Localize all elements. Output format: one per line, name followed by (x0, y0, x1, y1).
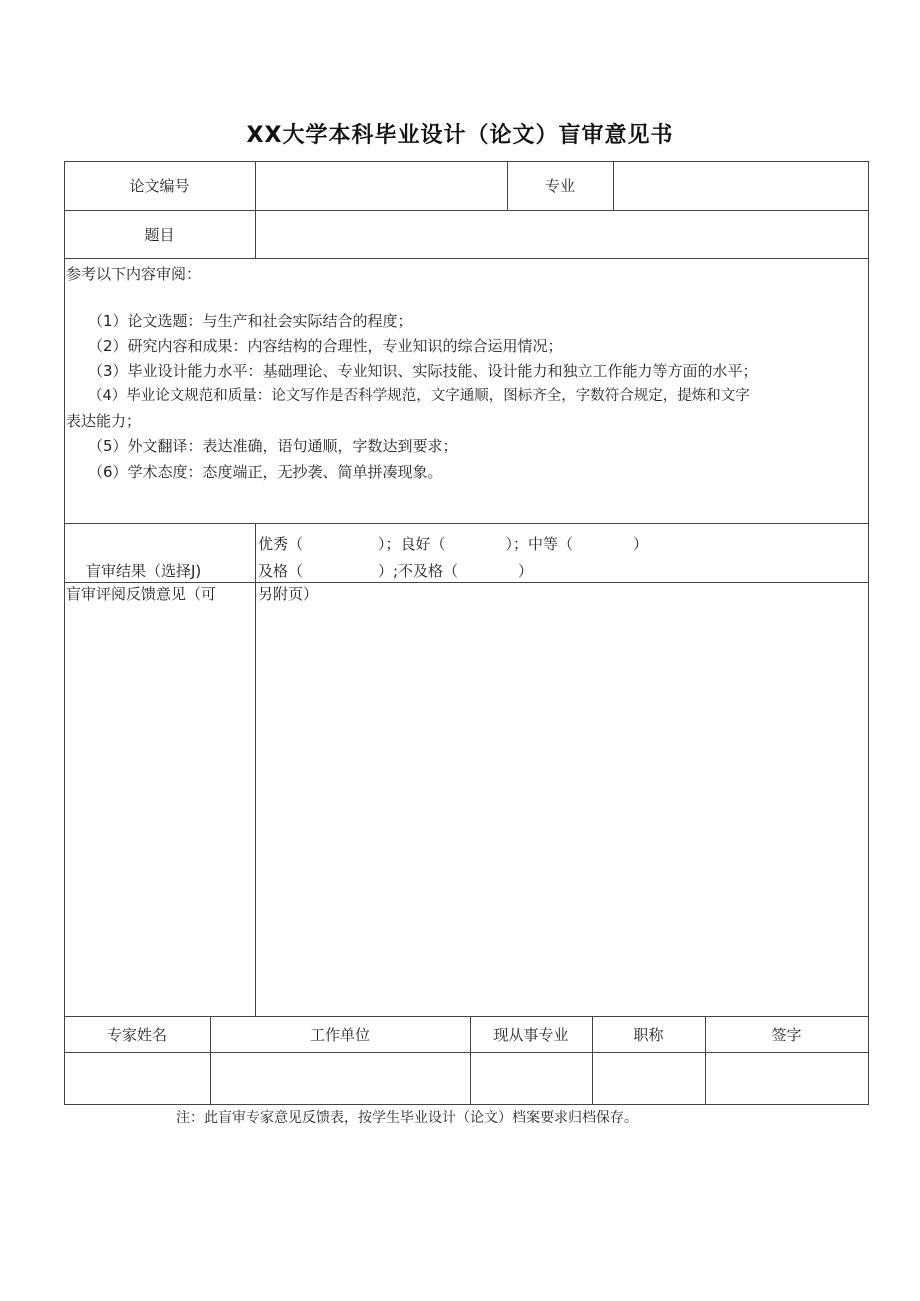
major-label: 专业 (544, 177, 575, 195)
row-divider-1 (64, 210, 869, 211)
page-title: XX大学本科毕业设计（论文）盲审意见书 (246, 123, 674, 148)
criteria-item-cont: 表达能力； (66, 412, 142, 430)
expert-unit-field[interactable] (214, 1068, 466, 1088)
table-border-bottom (64, 1104, 869, 1105)
expert-header-unit: 工作单位 (309, 1026, 370, 1044)
row-divider-5 (64, 1016, 869, 1017)
expert-header-name: 专家姓名 (106, 1026, 167, 1044)
expert-header-specialty: 现从事专业 (493, 1026, 569, 1044)
thesis-number-label: 论文编号 (129, 177, 190, 195)
expert-title-field[interactable] (596, 1068, 701, 1088)
col-divider-label-mid (255, 523, 256, 1017)
criteria-item: （3）毕业设计能力水平：基础理论、专业知识、实际技能、设计能力和独立工作能力等方面的水平； (88, 362, 758, 380)
criteria-item: （4）毕业论文规范和质量：论文写作是否科学规范，文字通顺，图标齐全，字数符合规定，提炼和文字 (88, 388, 750, 404)
feedback-field[interactable] (262, 610, 862, 1010)
row-divider-4 (64, 582, 869, 583)
row-divider-6 (64, 1052, 869, 1053)
result-label: 盲审结果（选择J) (86, 562, 202, 580)
criteria-item: （1）论文选题：与生产和社会实际结合的程度； (88, 312, 413, 330)
col-divider-major-right (613, 161, 614, 211)
criteria-item: （5）外文翻译：表达准确，语句通顺，字数达到要求； (88, 437, 458, 455)
expert-header-title: 职称 (633, 1026, 664, 1044)
table-border-top (64, 161, 869, 162)
table-border-left (64, 161, 65, 1105)
expert-signature-field[interactable] (709, 1068, 864, 1088)
col-divider-label-top (255, 161, 256, 259)
feedback-label: 盲审评阅反馈意见（可 (66, 585, 217, 603)
footnote: 注：此盲审专家意见反馈表，按学生毕业设计（论文）档案要求归档保存。 (176, 1110, 638, 1126)
expert-specialty-field[interactable] (474, 1068, 588, 1088)
thesis-number-field[interactable] (262, 176, 502, 196)
feedback-label-cont: 另附页） (258, 585, 319, 603)
topic-label: 题目 (144, 226, 175, 244)
result-options-line2[interactable]: 及格（ ）;不及格（ ） (258, 562, 534, 580)
criteria-heading: 参考以下内容审阅： (66, 265, 202, 283)
row-divider-2 (64, 258, 869, 259)
table-border-right (868, 161, 869, 1105)
expert-header-signature: 签字 (771, 1026, 802, 1044)
row-divider-3 (64, 523, 869, 524)
result-options-line1[interactable]: 优秀（ ）；良好（ ）；中等（ ） (258, 535, 649, 553)
expert-name-field[interactable] (68, 1068, 206, 1088)
criteria-item: （6）学术态度：态度端正，无抄袭、简单拼凑现象。 (88, 463, 443, 481)
major-field[interactable] (620, 176, 860, 196)
topic-field[interactable] (262, 225, 862, 245)
criteria-item: （2）研究内容和成果：内容结构的合理性，专业知识的综合运用情况； (88, 337, 563, 355)
